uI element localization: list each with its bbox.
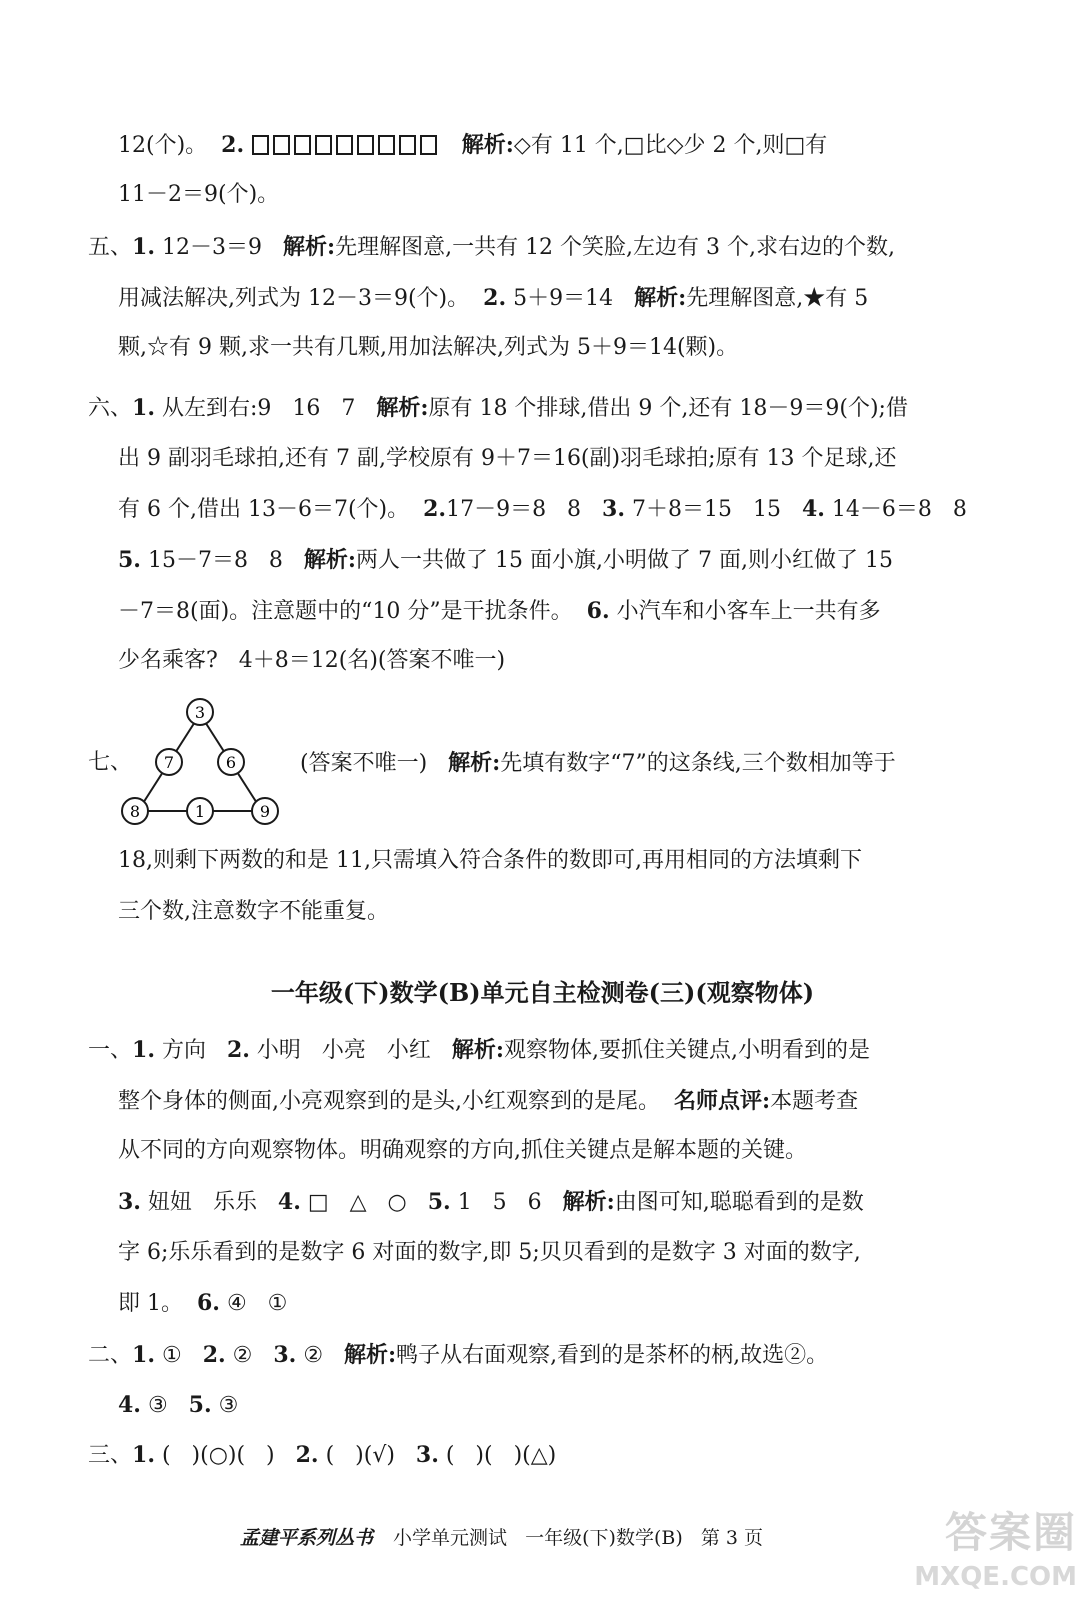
answer-line: 有 6 个,借出 13－6＝7(个)。 2.17－9＝8 8 3. 7＋8＝15 15 4. 14－6＝8 8: [118, 496, 967, 522]
answer-line: 七、: [88, 750, 133, 775]
answer-line: 一、1. 方向 2. 小明 小亮 小红 解析:观察物体,要抓住关键点,小明看到的是: [88, 1037, 870, 1063]
answer-line: 3. 妞妞 乐乐 4. □ △ ○ 5. 1 5 6 解析:由图可知,聪聪看到的是数: [118, 1189, 864, 1215]
square-row: [252, 133, 441, 158]
section-heading: 一年级(下)数学(B)单元自主检测卷(三)(观察物体): [270, 978, 815, 1007]
answer-line: 用减法解决,列式为 12－3＝9(个)。 2. 5＋9＝14 解析:先理解图意,★有 5: [118, 285, 869, 311]
answer-line: 三、1. ( )(○)( ) 2. ( )(√) 3. ( )( )(△): [88, 1442, 557, 1468]
circle-left-mid: [156, 749, 182, 775]
answer-line: 12(个)。 2. 解析:◇有 11 个,□比◇少 2 个,则□有: [118, 132, 828, 158]
answer-line: 二、1. ① 2. ② 3. ② 解析:鸭子从右面观察,看到的是茶杯的柄,故选②。: [88, 1342, 829, 1368]
answer-line: 少名乘客? 4＋8＝12(名)(答案不唯一): [118, 648, 506, 673]
answer-line: 从不同的方向观察物体。明确观察的方向,抓住关键点是解本题的关键。: [118, 1138, 807, 1163]
answer-line: 六、1. 从左到右:9 16 7 解析:原有 18 个排球,借出 9 个,还有 18－9＝9(个);借: [88, 395, 908, 421]
answer-line: 整个身体的侧面,小亮观察到的是头,小红观察到的是尾。 名师点评:本题考查: [118, 1088, 859, 1114]
number-triangle-diagram: [115, 690, 285, 830]
circle-right-mid: [218, 749, 244, 775]
circle-left-mid-value: 7: [163, 753, 175, 772]
circle-top: [187, 699, 213, 725]
answer-line: 11－2＝9(个)。: [118, 182, 280, 207]
circle-bottom-mid-value: 1: [194, 802, 206, 821]
footer-text: 小学单元测试 一年级(下)数学(B) 第 3 页: [393, 1527, 764, 1549]
circle-right-mid-value: 6: [225, 753, 237, 772]
circle-bottom-left-value: 8: [129, 802, 141, 821]
answer-line: 即 1。 6. ④ ①: [118, 1290, 288, 1316]
answer-line: 18,则剩下两数的和是 11,只需填入符合条件的数即可,再用相同的方法填剩下: [118, 848, 862, 873]
answer-line: (答案不唯一) 解析:先填有数字“7”的这条线,三个数相加等于: [300, 750, 896, 776]
circle-bottom-right-value: 9: [259, 802, 271, 821]
circle-bottom-right: [252, 798, 278, 824]
answer-line: 4. ③ 5. ③: [118, 1392, 239, 1418]
answer-line: －7＝8(面)。注意题中的“10 分”是干扰条件。 6. 小汽车和小客车上一共有多: [118, 598, 881, 624]
answer-line: 五、1. 12－3＝9 解析:先理解图意,一共有 12 个笑脸,左边有 3 个,求右边的个数,: [88, 234, 896, 260]
page-footer: [240, 1525, 763, 1551]
circle-top-value: 3: [194, 703, 206, 722]
answer-line: 出 9 副羽毛球拍,还有 7 副,学校原有 9＋7＝16(副)羽毛球拍;原有 13 个足球,还: [118, 446, 897, 471]
answer-line: 字 6;乐乐看到的是数字 6 对面的数字,即 5;贝贝看到的是数字 3 对面的数字,: [118, 1240, 861, 1265]
series-brand: 孟建平系列丛书: [240, 1527, 374, 1549]
circle-bottom-left: [122, 798, 148, 824]
answer-line: 5. 15－7＝8 8 解析:两人一共做了 15 面小旗,小明做了 7 面,则小红做了 15: [118, 547, 893, 573]
watermark-text: 答案圈: [944, 1508, 1077, 1557]
answer-line: 颗,☆有 9 颗,求一共有几颗,用加法解决,列式为 5＋9＝14(颗)。: [118, 335, 739, 360]
watermark-url: MXQE.COM: [914, 1562, 1077, 1592]
circle-bottom-mid: [187, 798, 213, 824]
answer-line: 三个数,注意数字不能重复。: [118, 899, 389, 924]
site-watermark: [892, 1510, 1077, 1592]
